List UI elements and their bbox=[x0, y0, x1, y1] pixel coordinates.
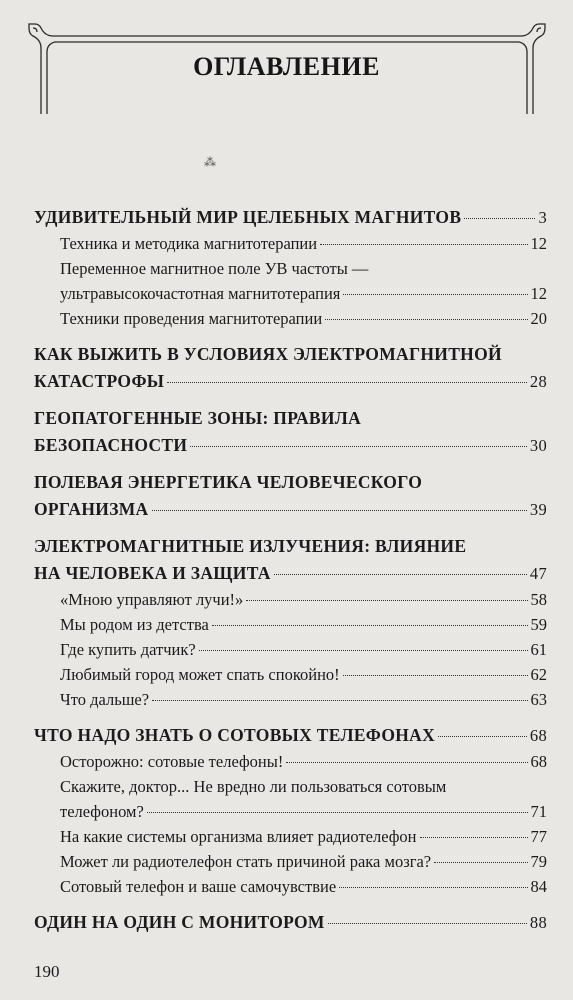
subsection-page-number: 77 bbox=[530, 827, 547, 846]
leader-dots bbox=[212, 625, 528, 626]
leader-dots bbox=[286, 762, 527, 763]
subsection-entry-row bbox=[60, 799, 547, 824]
subsection-title-line: Сотовый телефон и ваше самочувствие bbox=[60, 877, 337, 896]
subsection-entry[interactable] bbox=[34, 587, 547, 612]
page-title: ОГЛАВЛЕНИЕ bbox=[193, 52, 380, 81]
subsection-title-line: Техника и методика магнитотерапии bbox=[60, 234, 318, 253]
leader-dots bbox=[438, 736, 527, 737]
chapter-page-number: 88 bbox=[529, 913, 547, 932]
subsection-title-line: Что дальше? bbox=[60, 690, 150, 709]
subsection-entry[interactable] bbox=[34, 306, 547, 331]
subsection-page-number: 61 bbox=[530, 640, 547, 659]
subsection-title-line: Переменное магнитное поле УВ частоты — bbox=[60, 259, 369, 278]
chapter-entry-row bbox=[34, 204, 547, 231]
subsection-title-line: телефоном? bbox=[60, 802, 144, 821]
subsection-entry-row bbox=[60, 587, 547, 612]
subsection-page-number: 71 bbox=[530, 802, 547, 821]
toc-chapter bbox=[34, 722, 547, 899]
chapter-title-line: ПОЛЕВАЯ ЭНЕРГЕТИКА ЧЕЛОВЕЧЕСКОГО bbox=[34, 472, 423, 492]
leader-dots bbox=[328, 923, 527, 924]
subsection-entry-row bbox=[60, 874, 547, 899]
chapter-page-number: 39 bbox=[529, 500, 547, 519]
chapter-title-line: БЕЗОПАСНОСТИ bbox=[34, 435, 188, 455]
leader-dots bbox=[434, 862, 527, 863]
leader-dots bbox=[339, 887, 527, 888]
subsection-title-line: ультравысокочастотная магнитотерапия bbox=[60, 284, 341, 303]
subsection-entry[interactable] bbox=[34, 874, 547, 899]
subsection-title-line: «Мною управляют лучи!» bbox=[60, 590, 244, 609]
subsection-entry-row bbox=[60, 306, 547, 331]
chapter-heading[interactable] bbox=[34, 533, 547, 587]
subsection-title-line: Осторожно: сотовые телефоны! bbox=[60, 752, 284, 771]
leader-dots bbox=[343, 294, 527, 295]
toc-chapter bbox=[34, 909, 547, 936]
toc-chapter bbox=[34, 405, 547, 459]
subsection-entry[interactable] bbox=[34, 662, 547, 687]
leader-dots bbox=[325, 319, 527, 320]
subsection-page-number: 84 bbox=[530, 877, 547, 896]
subsection-title-line: Скажите, доктор... Не вредно ли пользоваться сотовым bbox=[60, 777, 447, 796]
subsection-entry-row bbox=[60, 824, 547, 849]
subsection-entry-row bbox=[60, 637, 547, 662]
chapter-page-number: 30 bbox=[529, 436, 547, 455]
subsection-title-line: На какие системы организма влияет радиотелефон bbox=[60, 827, 417, 846]
leader-dots bbox=[190, 446, 527, 447]
chapter-heading[interactable] bbox=[34, 469, 547, 523]
leader-dots bbox=[199, 650, 528, 651]
subsection-page-number: 12 bbox=[530, 234, 547, 253]
subsection-title-line: Где купить датчик? bbox=[60, 640, 196, 659]
chapter-title-line: ОДИН НА ОДИН С МОНИТОРОМ bbox=[34, 912, 325, 932]
chapter-title-line: ОРГАНИЗМА bbox=[34, 499, 149, 519]
chapter-title-line: ЧТО НАДО ЗНАТЬ О СОТОВЫХ ТЕЛЕФОНАХ bbox=[34, 725, 436, 745]
subsection-entry-row bbox=[60, 231, 547, 256]
chapter-title-line: ГЕОПАТОГЕННЫЕ ЗОНЫ: ПРАВИЛА bbox=[34, 408, 362, 428]
subsection-entry[interactable] bbox=[34, 687, 547, 712]
leader-dots bbox=[152, 510, 527, 511]
subsection-entry[interactable] bbox=[34, 231, 547, 256]
chapter-title-line: КАК ВЫЖИТЬ В УСЛОВИЯХ ЭЛЕКТРОМАГНИТНОЙ bbox=[34, 344, 502, 364]
subsection-page-number: 62 bbox=[530, 665, 547, 684]
chapter-entry-row bbox=[34, 496, 547, 523]
subsection-entry[interactable] bbox=[34, 612, 547, 637]
leader-dots bbox=[420, 837, 528, 838]
leader-dots bbox=[152, 700, 527, 701]
subsection-page-number: 20 bbox=[530, 309, 547, 328]
leader-dots bbox=[246, 600, 527, 601]
chapter-heading[interactable] bbox=[34, 405, 547, 459]
toc-chapter bbox=[34, 533, 547, 712]
subsection-entry-row bbox=[60, 612, 547, 637]
page-number: 190 bbox=[34, 962, 60, 981]
toc-chapter bbox=[34, 469, 547, 523]
subsection-entry-row bbox=[60, 849, 547, 874]
chapter-page-number: 47 bbox=[529, 564, 547, 583]
subsection-entry[interactable] bbox=[34, 256, 547, 306]
ornament-mark: ⁂ bbox=[204, 155, 216, 169]
subsection-title-line: Может ли радиотелефон стать причиной рака мозга? bbox=[60, 852, 432, 871]
chapter-page-number: 68 bbox=[529, 726, 547, 745]
chapter-title-line: НА ЧЕЛОВЕКА И ЗАЩИТА bbox=[34, 563, 271, 583]
toc-chapter bbox=[34, 204, 547, 331]
chapter-entry-row bbox=[34, 432, 547, 459]
subsection-page-number: 68 bbox=[530, 752, 547, 771]
subsection-title-line: Любимый город может спать спокойно! bbox=[60, 665, 340, 684]
subsection-page-number: 79 bbox=[530, 852, 547, 871]
chapter-entry-row bbox=[34, 909, 547, 936]
leader-dots bbox=[147, 812, 528, 813]
subsection-entry[interactable] bbox=[34, 749, 547, 774]
leader-dots bbox=[274, 574, 527, 575]
chapter-entry-row bbox=[34, 368, 547, 395]
chapter-title-line: КАТАСТРОФЫ bbox=[34, 371, 165, 391]
table-of-contents bbox=[34, 204, 547, 936]
leader-dots bbox=[464, 218, 535, 219]
subsection-entry[interactable] bbox=[34, 774, 547, 824]
subsection-page-number: 63 bbox=[530, 690, 547, 709]
chapter-heading[interactable] bbox=[34, 204, 547, 231]
subsection-page-number: 59 bbox=[530, 615, 547, 634]
subsection-title-line: Мы родом из детства bbox=[60, 615, 209, 634]
subsection-entry[interactable] bbox=[34, 849, 547, 874]
subsection-entry[interactable] bbox=[34, 824, 547, 849]
chapter-heading[interactable] bbox=[34, 341, 547, 395]
chapter-entry-row bbox=[34, 722, 547, 749]
subsection-entry-row bbox=[60, 662, 547, 687]
chapter-title-line: УДИВИТЕЛЬНЫЙ МИР ЦЕЛЕБНЫХ МАГНИТОВ bbox=[34, 207, 462, 227]
leader-dots bbox=[343, 675, 528, 676]
chapter-page-number: 28 bbox=[529, 372, 547, 391]
chapter-heading[interactable] bbox=[34, 909, 547, 936]
leader-dots bbox=[167, 382, 527, 383]
subsection-entry-row bbox=[60, 281, 547, 306]
chapter-page-number: 3 bbox=[538, 208, 547, 227]
chapter-entry-row bbox=[34, 560, 547, 587]
subsection-entry-row bbox=[60, 749, 547, 774]
chapter-title-line: ЭЛЕКТРОМАГНИТНЫЕ ИЗЛУЧЕНИЯ: ВЛИЯНИЕ bbox=[34, 536, 467, 556]
toc-chapter bbox=[34, 341, 547, 395]
chapter-heading[interactable] bbox=[34, 722, 547, 749]
subsection-page-number: 58 bbox=[530, 590, 547, 609]
subsection-entry[interactable] bbox=[34, 637, 547, 662]
leader-dots bbox=[320, 244, 527, 245]
subsection-title-line: Техники проведения магнитотерапии bbox=[60, 309, 323, 328]
subsection-entry-row bbox=[60, 687, 547, 712]
subsection-page-number: 12 bbox=[530, 284, 547, 303]
